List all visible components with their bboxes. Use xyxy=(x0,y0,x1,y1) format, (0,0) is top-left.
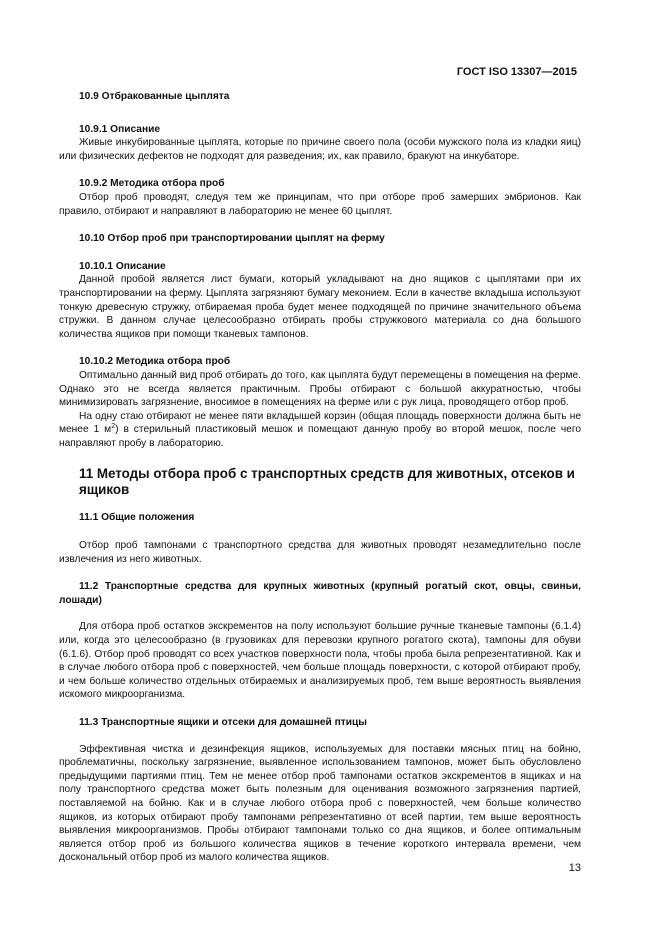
heading-11-2: 11.2 Транспортные средства для крупных животных (крупный рогатый скот, овцы, свиньи, лошади) xyxy=(59,581,581,606)
heading-10-10-2: 10.10.2 Методика отбора проб xyxy=(79,356,231,368)
paragraph: Эффективная чистка и дезинфекция ящиков, используемых для поставки мясных птиц на бойню, проблематичны, поскольку загрязнение, выявленное использованием тампонов, может быть обусловлено предыдущими партиями птиц. Тем не менее отбор проб тампонами остатков экскрементов в ящиках и на полу транспортного средства может быть полезным для оценивания возможного загрязнения партией, поставляемой на бойню. Как и в случае любого отбора проб с поверхностей, чем больше количество ящиков, из которых отбирают пробу тампонами репрезентативно от всей партии, тем выше вероятность выявления микроорганизмов. Пробы отбирают тампонами только со дна ящиков, и более оптимальным является отбор проб из большого количества ящиков в течение короткого интервала времени, чем доскональный отбор проб из малого количества ящиков. xyxy=(59,743,581,864)
heading-11-3: 11.3 Транспортные ящики и отсеки для домашней птицы xyxy=(79,717,367,728)
heading-10-10: 10.10 Отбор проб при транспортировании цыплят на ферму xyxy=(79,233,385,245)
heading-10-9: 10.9 Отбракованные цыплята xyxy=(79,91,230,102)
text-run: ) в стерильный пластиковый мешок и помещают данную пробу во второй мешок, после чего направляют пробу в лабораторию. xyxy=(59,424,582,449)
heading-10-10-1: 10.10.1 Описание xyxy=(79,260,166,272)
document-body xyxy=(59,90,581,865)
paragraph: Оптимально данный вид проб отбирать до того, как цыплята будут перемещены в помещения на ферме. Однако это не всегда является практичным. Пробы отбирают с большой аккуратностью, чтобы минимизировать загрязнение, вносимое в помещениях на ферме или с рук лица, проводящего отбор проб. xyxy=(59,369,581,409)
paragraph: Для отбора проб остатков экскрементов на полу используют большие ручные тканевые тампоны (6.1.4) или, когда это целесообразно (в грузовиках для перевозки крупного рогатого скота), тампоны для обуви (6.1.6). Отбор проб проводят со всех участков поверхности пола, чтобы проба была репрезентативной. Как и в случае любого отбора проб с поверхностей, чем больше площадь поверхности, с которой отбирают пробу, и чем больше количество отдельных отбираемых и анализируемых проб, тем выше вероятность выявления искомого микроорганизма. xyxy=(59,621,581,701)
standard-header: ГОСТ ISO 13307—2015 xyxy=(456,66,577,78)
paragraph: Отбор проб тампонами с транспортного средства для животных проводят незамедлительно после извлечения из него животных. xyxy=(59,540,581,565)
heading-11-1: 11.1 Общие положения xyxy=(79,512,195,524)
paragraph: Отбор проб проводят, следуя тем же принципам, что при отборе проб замерших эмбрионов. Как правило, отбирают и направляют в лабораторию не менее 60 цыплят. xyxy=(59,191,581,217)
paragraph: Живые инкубированные цыплята, которые по причине своего пола (особи мужского пола из кладки яиц) или физических дефектов не подходят для разведения; их, как правило, бракуют на инкубаторе. xyxy=(59,137,581,162)
paragraph: Данной пробой является лист бумаги, который укладывают на дно ящиков с цыплятами при их транспортировании на ферму. Цыплята загрязняют бумагу меконием. Если в качестве вкладыша используют тонкую древесную стружку, отбираемая проба будет менее подходящей по причине значительного объема стружки. В данном случае целесообразно отбирать пробы стружкового материала со дна большого количества ящиков при помощи тканевых тампонов. xyxy=(59,274,581,340)
heading-11: 11 Методы отбора проб с транспортных средств для животных, отсеков и ящиков xyxy=(79,466,575,498)
heading-10-9-1: 10.9.1 Описание xyxy=(79,123,161,135)
text-run: На одну стаю отбирают не менее пяти вкладышей корзин (общая площадь поверхности должна быть не менее 1 м xyxy=(59,410,581,436)
superscript: 2 xyxy=(111,423,116,431)
page-number: 13 xyxy=(568,862,581,874)
paragraph xyxy=(59,410,581,451)
heading-10-9-2: 10.9.2 Методика отбора проб xyxy=(79,178,225,190)
